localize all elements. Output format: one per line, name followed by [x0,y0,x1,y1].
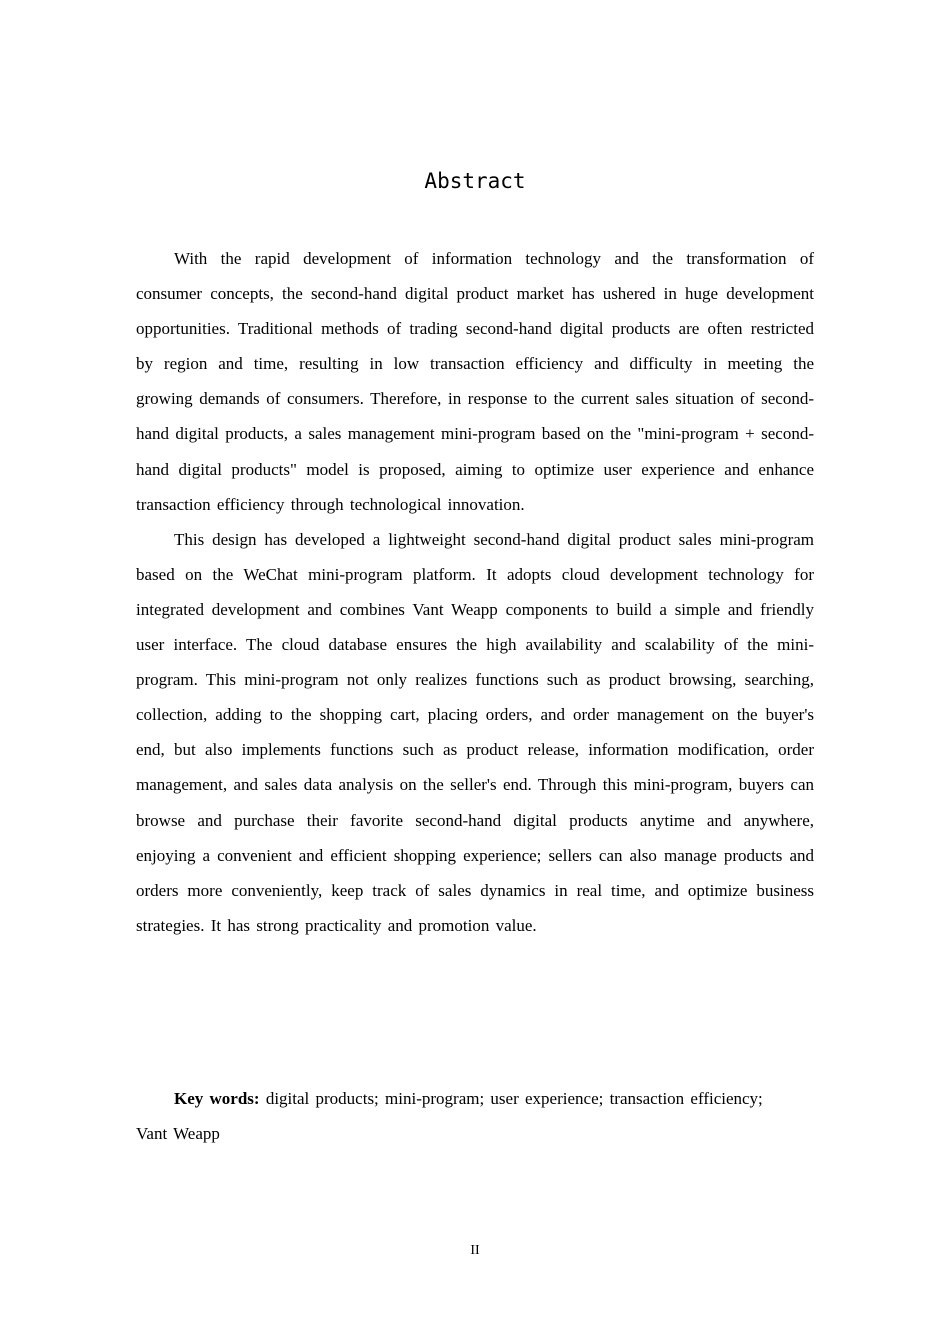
abstract-paragraph-2: This design has developed a lightweight second-hand digital product sales mini-program based on the WeChat mini-program platform. It adopts cloud development technology for integrated development and combines Vant Weapp components to build a simple and friendly user interface. The cloud database ensures the high availability and scalability of the mini-program. This mini-program not only realizes functions such as product browsing, searching, collection, adding to the shopping cart, placing orders, and order management on the buyer's end, but also implements functions such as product release, information modification, order management, and sales data analysis on the seller's end. Through this mini-program, buyers can browse and purchase their favorite second-hand digital products anytime and anywhere, enjoying a convenient and efficient shopping experience; sellers can also manage products and orders more conveniently, keep track of sales dynamics in real time, and optimize business strategies. It has strong practicality and promotion value. [136,529,814,935]
abstract-body [136,241,814,943]
abstract-paragraph-1: With the rapid development of information technology and the transformation of consumer concepts, the second-hand digital product market has ushered in huge development opportunities. Traditional methods of trading second-hand digital products are often restricted by region and time, resulting in low transaction efficiency and difficulty in meeting the growing demands of consumers. Therefore, in response to the current sales situation of second-hand digital products, a sales management mini-program based on the "mini-program + second-hand digital products" model is proposed, aiming to optimize user experience and enhance transaction efficiency through technological innovation. [136,249,814,514]
page-title: Abstract [424,169,526,193]
keywords-line [136,1081,766,1151]
keywords-text: digital products; mini-program; user experience; transaction efficiency; Vant Weapp [136,1089,763,1143]
keywords-label: Key words: [174,1089,260,1108]
page-number: II [470,1243,480,1258]
